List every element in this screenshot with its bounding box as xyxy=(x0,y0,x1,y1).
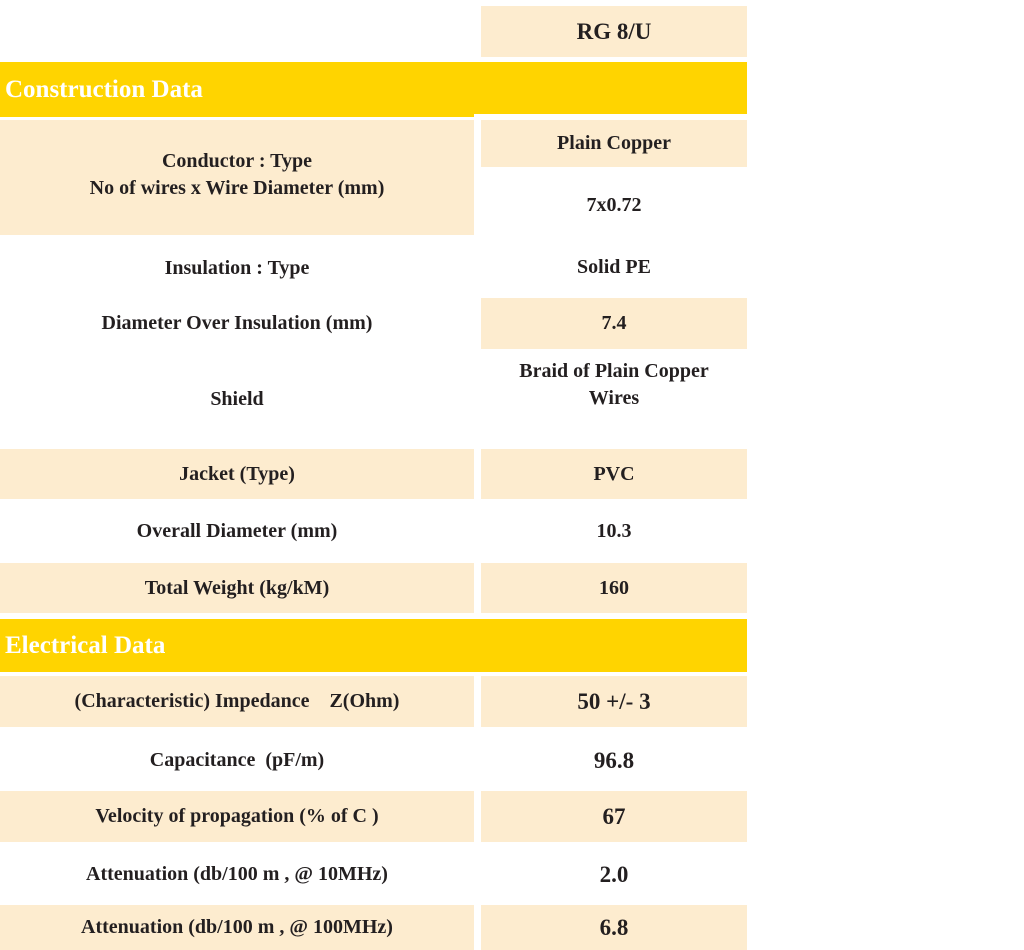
dia-insulation-value: 7.4 xyxy=(481,298,747,349)
total-weight-value: 160 xyxy=(481,563,747,613)
attenuation-10mhz-value: 2.0 xyxy=(599,861,629,887)
overall-diameter-value: 10.3 xyxy=(596,519,632,542)
attenuation-10mhz-label: Attenuation (db/100 m , @ 10MHz) xyxy=(86,862,388,885)
insulation-label: Insulation : Type xyxy=(164,256,310,279)
impedance-value: 50 +/- 3 xyxy=(481,676,747,727)
shield-value: Braid of Plain Copper Wires xyxy=(519,360,709,409)
total-weight-label: Total Weight (kg/kM) xyxy=(0,563,474,613)
overall-diameter-label: Overall Diameter (mm) xyxy=(136,519,338,542)
capacitance-label: Capacitance (pF/m) xyxy=(149,748,325,771)
construction-data-band xyxy=(0,62,474,117)
construction-data-band-right xyxy=(474,62,747,114)
impedance-label: (Characteristic) Impedance Z(Ohm) xyxy=(0,676,474,727)
cable-type-header: RG 8/U xyxy=(481,6,747,57)
electrical-data-band xyxy=(0,619,747,672)
capacitance-value: 96.8 xyxy=(593,747,635,773)
dia-insulation-label: Diameter Over Insulation (mm) xyxy=(101,312,373,334)
construction-data-title: Construction Data xyxy=(5,75,203,103)
velocity-value: 67 xyxy=(481,791,747,842)
conductor-type-value: Plain Copper xyxy=(481,120,747,167)
attenuation-100mhz-label: Attenuation (db/100 m , @ 100MHz) xyxy=(0,905,474,950)
electrical-data-title: Electrical Data xyxy=(5,631,166,659)
insulation-value: Solid PE xyxy=(577,255,651,278)
conductor-label: Conductor : Type No of wires x Wire Diameter (mm) xyxy=(0,120,474,235)
velocity-label: Velocity of propagation (% of C ) xyxy=(0,791,474,842)
attenuation-100mhz-value: 6.8 xyxy=(481,905,747,950)
jacket-value: PVC xyxy=(481,449,747,499)
conductor-wires-value: 7x0.72 xyxy=(586,193,642,216)
shield-label: Shield xyxy=(210,387,264,410)
jacket-label: Jacket (Type) xyxy=(0,449,474,499)
